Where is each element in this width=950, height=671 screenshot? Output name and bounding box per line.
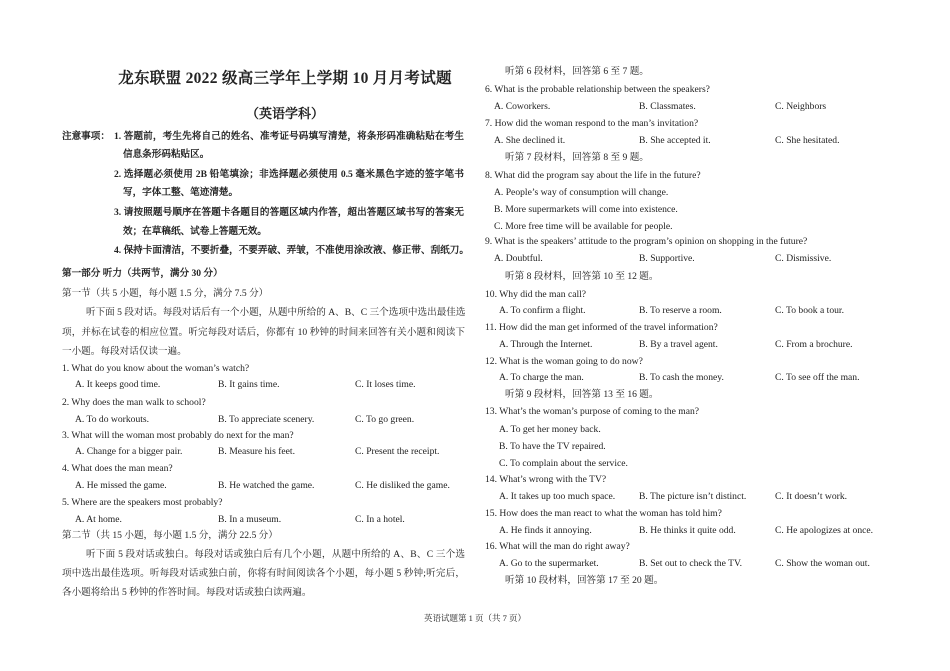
option: A. It keeps good time.: [75, 379, 161, 390]
option: C. In a hotel.: [355, 514, 405, 525]
option: C. Present the receipt.: [355, 446, 440, 457]
option: A. To do workouts.: [75, 414, 150, 425]
option: B. To reserve a room.: [639, 305, 722, 316]
section1-instructions: 项，并标在试卷的相应位置。听完每段对话后，你都有 10 秒钟的时间来回答有关小题和阅读下: [62, 327, 465, 338]
option: A. Coworkers.: [494, 101, 551, 112]
option: A. To confirm a flight.: [499, 305, 586, 316]
section2-instructions: 听下面 5 段对话或独白。每段对话或独白后有几个小题，从题中所给的 A、B、C 三个选: [86, 549, 465, 560]
section2-instructions: 项中选出最佳选项。听每段对话或独白前，你将有时间阅读各个小题，每小题 5 秒钟;听完后，: [62, 568, 465, 579]
option: C. She hesitated.: [775, 135, 840, 146]
option: C. Neighbors: [775, 101, 827, 112]
option: A. He missed the game.: [75, 480, 167, 491]
question-16: 16. What will the man do right away?: [485, 541, 630, 552]
listening-cue: 听第 6 段材料，回答第 6 至 7 题。: [505, 66, 649, 77]
option: C. More free time will be available for people.: [494, 221, 673, 232]
option: B. Set out to check the TV.: [639, 558, 743, 569]
section1-instructions: 听下面 5 段对话。每段对话后有一个小题，从题中所给的 A、B、C 三个选项中选出最佳选: [86, 307, 466, 318]
listening-cue: 听第 7 段材料，回答第 8 至 9 题。: [505, 152, 649, 163]
option: B. Supportive.: [639, 253, 695, 264]
option: B. To have the TV repaired.: [499, 441, 606, 452]
notes-item-3: 效；在草稿纸、试卷上答题无效。: [123, 226, 267, 237]
option: A. Through the Internet.: [499, 339, 593, 350]
notes-item-4: 4. 保持卡面清洁，不要折叠，不要弄破、弄皱，不准使用涂改液、修正带、刮纸刀。: [114, 245, 469, 256]
page-title: 龙东联盟 2022 级高三学年上学期 10 月月考试题: [118, 70, 452, 87]
option: A. At home.: [75, 514, 122, 525]
option: A. Doubtful.: [494, 253, 543, 264]
section2-instructions: 各小题将给出 5 秒钟的作答时间。每段对话或独白读两遍。: [62, 587, 312, 598]
section1-heading: 第一节（共 5 小题，每小题 1.5 分，满分 7.5 分）: [62, 288, 269, 299]
question-11: 11. How did the man get informed of the travel information?: [485, 322, 718, 333]
page-footer: 英语试题第 1 页（共 7 页）: [423, 613, 526, 623]
notes-item-3: 3. 请按照题号顺序在答题卡各题目的答题区域内作答，超出答题区域书写的答案无: [114, 207, 464, 218]
question-6: 6. What is the probable relationship between the speakers?: [485, 84, 710, 95]
option: C. It loses time.: [355, 379, 416, 390]
question-3: 3. What will the woman most probably do next for the man?: [62, 430, 294, 441]
question-1: 1. What do you know about the woman’s watch?: [62, 363, 250, 374]
option: B. Classmates.: [639, 101, 696, 112]
option: A. People’s way of consumption will change.: [494, 187, 669, 198]
option: A. It takes up too much space.: [499, 491, 616, 502]
question-5: 5. Where are the speakers most probably?: [62, 497, 223, 508]
option: C. From a brochure.: [775, 339, 853, 350]
part1-heading: 第一部分 听力（共两节，满分 30 分）: [62, 268, 223, 279]
option: B. It gains time.: [218, 379, 280, 390]
notes-item-1: 信息条形码粘贴区。: [123, 149, 210, 160]
option: C. To see off the man.: [775, 372, 860, 383]
subject-title: （英语学科）: [245, 106, 324, 121]
question-4: 4. What does the man mean?: [62, 463, 173, 474]
option: B. To appreciate scenery.: [218, 414, 315, 425]
option: B. More supermarkets will come into existence.: [494, 204, 678, 215]
question-2: 2. Why does the man walk to school?: [62, 397, 206, 408]
listening-cue: 听第 9 段材料，回答第 13 至 16 题。: [505, 389, 659, 400]
question-12: 12. What is the woman going to do now?: [485, 356, 643, 367]
option: B. The picture isn’t distinct.: [639, 491, 747, 502]
question-9: 9. What is the speakers’ attitude to the program’s opinion on shopping in the future?: [485, 236, 808, 247]
notes-item-1: 1. 答题前，考生先将自己的姓名、准考证号码填写清楚，将条形码准确粘贴在考生: [114, 131, 464, 142]
listening-cue: 听第 8 段材料，回答第 10 至 12 题。: [505, 271, 659, 282]
question-7: 7. How did the woman respond to the man’s invitation?: [485, 118, 699, 129]
option: B. In a museum.: [218, 514, 282, 525]
question-14: 14. What’s wrong with the TV?: [485, 474, 607, 485]
option: C. To book a tour.: [775, 305, 844, 316]
notes-item-2: 写，字体工整、笔迹清楚。: [123, 187, 239, 198]
question-8: 8. What did the program say about the life in the future?: [485, 170, 701, 181]
question-13: 13. What’s the woman’s purpose of coming to the man?: [485, 406, 700, 417]
notes-label: 注意事项：: [62, 131, 110, 142]
option: C. To complain about the service.: [499, 458, 628, 469]
option: A. He finds it annoying.: [499, 525, 592, 536]
option: A. Go to the supermarket.: [499, 558, 599, 569]
option: C. He disliked the game.: [355, 480, 450, 491]
option: C. Dismissive.: [775, 253, 832, 264]
option: A. Change for a bigger pair.: [75, 446, 183, 457]
listening-cue: 听第 10 段材料，回答第 17 至 20 题。: [505, 575, 664, 586]
option: B. By a travel agent.: [639, 339, 718, 350]
option: C. It doesn’t work.: [775, 491, 848, 502]
option: C. Show the woman out.: [775, 558, 870, 569]
option: A. To get her money back.: [499, 424, 601, 435]
option: A. She declined it.: [494, 135, 566, 146]
option: B. Measure his feet.: [218, 446, 295, 457]
option: B. She accepted it.: [639, 135, 711, 146]
question-10: 10. Why did the man call?: [485, 289, 587, 300]
section2-heading: 第二节（共 15 小题，每小题 1.5 分，满分 22.5 分）: [62, 530, 278, 541]
question-15: 15. How does the man react to what the woman has told him?: [485, 508, 722, 519]
option: C. He apologizes at once.: [775, 525, 874, 536]
option: B. He watched the game.: [218, 480, 315, 491]
option: A. To charge the man.: [499, 372, 584, 383]
option: C. To go green.: [355, 414, 415, 425]
notes-item-2: 2. 选择题必须使用 2B 铅笔填涂；非选择题必须使用 0.5 毫米黑色字迹的签字笔书: [114, 169, 464, 180]
option: B. He thinks it quite odd.: [639, 525, 736, 536]
option: B. To cash the money.: [639, 372, 724, 383]
section1-instructions: 一小题。每段对话仅读一遍。: [62, 346, 187, 357]
